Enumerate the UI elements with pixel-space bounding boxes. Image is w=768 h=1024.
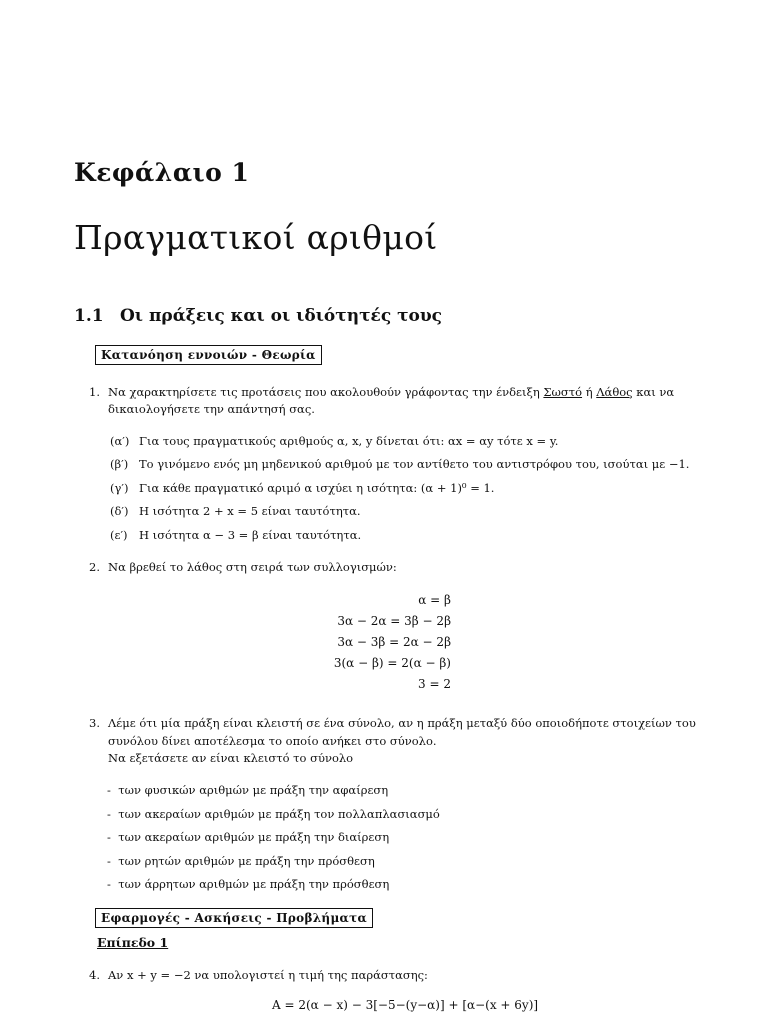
q1-item-label: (γ′) bbox=[110, 481, 129, 495]
question-3-line-1: Λέμε ότι μία πράξη είναι κλειστή σε ένα σύνολο, αν η πράξη μεταξύ δύο οποιοδήποτε στοιχείων του bbox=[108, 716, 696, 730]
list-item: - των ακεραίων αριθμών με πράξη την διαίρεση bbox=[107, 830, 390, 844]
reasoning-equations bbox=[334, 590, 451, 695]
level-heading: Επίπεδο 1 bbox=[97, 935, 169, 950]
chapter-label: Κεφάλαιο 1 bbox=[74, 158, 250, 187]
q1-item-text: Για κάθε πραγματικό αριμό α ισχύει η ισότητα: (α + 1)⁰ = 1. bbox=[139, 481, 495, 495]
bullet-dash: - bbox=[107, 877, 111, 891]
q1-item-label: (δ′) bbox=[110, 504, 129, 518]
q1-item-label: (α′) bbox=[110, 434, 130, 448]
section-heading bbox=[74, 306, 442, 326]
bullet-dash: - bbox=[107, 854, 111, 868]
section-number: 1.1 bbox=[74, 306, 104, 326]
word-false: Λάθος bbox=[596, 385, 633, 399]
question-3-number: 3. bbox=[89, 716, 100, 730]
chapter-title: Πραγματικοί αριθμοί bbox=[74, 218, 438, 257]
theory-box-label: Κατανόηση εννοιών - Θεωρία bbox=[95, 345, 322, 365]
equation-line: 3(α − β) = 2(α − β) bbox=[333, 656, 451, 670]
question-4-text: Αν x + y = −2 να υπολογιστεί η τιμή της παράστασης: bbox=[108, 968, 428, 982]
bullet-dash: - bbox=[107, 830, 111, 844]
question-1-line-2: δικαιολογήσετε την απάντησή σας. bbox=[108, 402, 315, 416]
applications-box-label: Εφαρμογές - Ασκήσεις - Προβλήματα bbox=[95, 908, 373, 928]
word-true: Σωστό bbox=[543, 385, 583, 399]
question-3-line-2: συνόλου δίνει αποτέλεσμα το οποίο ανήκει στο σύνολο. bbox=[108, 734, 437, 748]
list-item: - των ακεραίων αριθμών με πράξη τον πολλαπλασιασμό bbox=[107, 807, 440, 821]
equation-line: 3α − 2α = 3β − 2β bbox=[337, 614, 451, 628]
section-title: Οι πράξεις και οι ιδιότητές τους bbox=[120, 306, 443, 326]
question-1-line-1: Να χαρακτηρίσετε τις προτάσεις που ακολουθούν γράφοντας την ένδειξη Σωστό ή Λάθος και να bbox=[108, 385, 675, 399]
equation-line: α = β bbox=[418, 593, 451, 607]
question-1-number: 1. bbox=[89, 385, 100, 399]
list-item: - των ρητών αριθμών με πράξη την πρόσθεση bbox=[107, 854, 375, 868]
question-4-number: 4. bbox=[89, 968, 100, 982]
question-3-line-3: Να εξετάσετε αν είναι κλειστό το σύνολο bbox=[108, 751, 354, 765]
list-item: - των φυσικών αριθμών με πράξη την αφαίρεση bbox=[107, 783, 389, 797]
equation-line: 3α − 3β = 2α − 2β bbox=[337, 635, 451, 649]
bullet-dash: - bbox=[107, 783, 111, 797]
expression-equation: A = 2(α − x) − 3[−5−(y−α)] + [α−(x + 6y)] bbox=[272, 998, 539, 1012]
list-item: - των άρρητων αριθμών με πράξη την πρόσθεση bbox=[107, 877, 390, 891]
equation-line: 3 = 2 bbox=[418, 677, 451, 691]
question-2-number: 2. bbox=[89, 560, 100, 574]
q1-item-label: (ε′) bbox=[110, 528, 128, 542]
q1-item-text: Το γινόμενο ενός μη μηδενικού αριθμού με τον αντίθετο του αντιστρόφου του, ισούται με −1. bbox=[139, 457, 690, 471]
q1-item-label: (β′) bbox=[110, 457, 129, 471]
q1-item-text: Η ισότητα α − 3 = β είναι ταυτότητα. bbox=[139, 528, 362, 542]
q1-item-text: Η ισότητα 2 + x = 5 είναι ταυτότητα. bbox=[139, 504, 361, 518]
question-2-text: Να βρεθεί το λάθος στη σειρά των συλλογισμών: bbox=[108, 560, 397, 574]
bullet-dash: - bbox=[107, 807, 111, 821]
q1-item-text: Για τους πραγματικούς αριθμούς α, x, y δίνεται ότι: αx = αy τότε x = y. bbox=[139, 434, 559, 448]
